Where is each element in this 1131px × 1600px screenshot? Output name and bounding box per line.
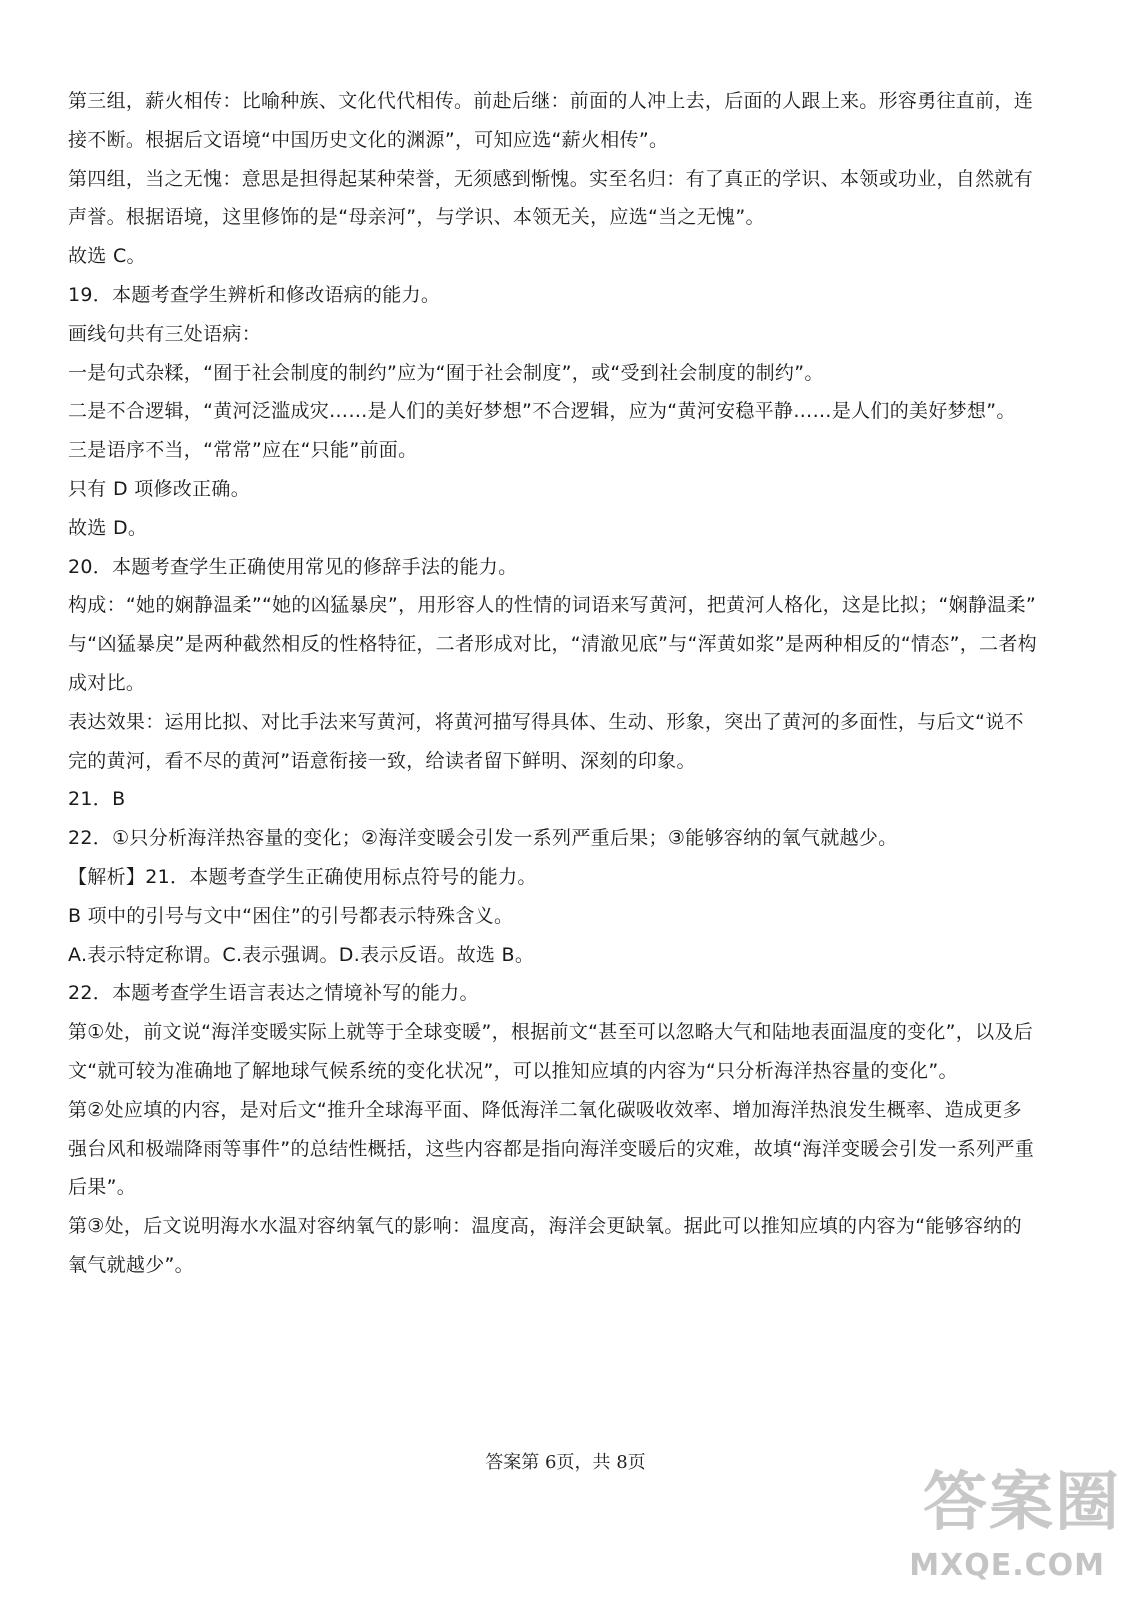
answer-21: 21．B [68,788,126,811]
question-20-heading: 20．本题考查学生正确使用常见的修辞手法的能力。 [68,555,518,578]
answer-22: 22．①只分析海洋热容量的变化；②海洋变暖会引发一系列严重后果；③能够容纳的氧气就越少。 [68,827,898,850]
text-line: 强台风和极端降雨等事件”的总结性概括，这些内容都是指向海洋变暖后的灾难，故填“海洋变暖会引发一系列严重 [68,1137,1034,1160]
text-line: 氧气就越少”。 [68,1253,194,1276]
text-line: 故选 D。 [68,516,148,539]
text-line: 三是语序不当，“常常”应在“只能”前面。 [68,439,418,462]
text-line: 第③处，后文说明海水水温对容纳氧气的影响：温度高，海洋会更缺氧。据此可以推知应填的内容为“能够容纳的 [68,1215,1022,1238]
text-line: 二是不合逻辑，“黄河泛滥成灾……是人们的美好梦想”不合逻辑，应为“黄河安稳平静……是人们的美好梦想”。 [68,400,1016,423]
question-22-heading: 22．本题考查学生语言表达之情境补写的能力。 [68,982,479,1005]
analysis-heading: 【解析】21．本题考查学生正确使用标点符号的能力。 [68,865,537,888]
text-line: 与“凶猛暴戾”是两种截然相反的性格特征，二者形成对比，“清澈见底”与“浑黄如浆”是两种相反的“情态”，二者构 [68,633,1037,656]
text-line: 后果”。 [68,1176,137,1199]
text-line: 声誉。根据语境，这里修饰的是“母亲河”，与学识、本领无关，应选“当之无愧”。 [68,206,765,229]
text-line: 第①处，前文说“海洋变暖实际上就等于全球变暖”，根据前文“甚至可以忽略大气和陆地表面温度的变化”，以及后 [68,1021,1034,1044]
text-line: 构成：“她的娴静温柔”“她的凶猛暴戾”，用形容人的性情的词语来写黄河，把黄河人格化，这是比拟；“娴静温柔” [68,594,1036,617]
watermark-logo: 答案圈 [923,1466,1121,1540]
text-line: 第四组，当之无愧：意思是担得起某种荣誉，无须感到惭愧。实至名归：有了真正的学识、本领或功业，自然就有 [68,167,1034,190]
text-line: 文“就可较为准确地了解地球气候系统的变化状况”，可以推知应填的内容为“只分析海洋热容量的变化”。 [68,1059,958,1082]
question-19-heading: 19．本题考查学生辨析和修改语病的能力。 [68,283,441,306]
text-line: B 项中的引号与文中“困住”的引号都表示特殊含义。 [68,904,514,927]
text-line: 完的黄河，看不尽的黄河”语意衔接一致，给读者留下鲜明、深刻的印象。 [68,749,696,772]
page-footer: 答案第 6页，共 8页 [485,1452,646,1473]
text-line: 一是句式杂糅，“囿于社会制度的制约”应为“囿于社会制度”，或“受到社会制度的制约”。 [68,361,824,384]
answer-text-body [68,82,1048,1285]
watermark-domain: MXQE.COM [909,1548,1105,1583]
text-line: 只有 D 项修改正确。 [68,477,251,500]
text-line: 接不断。根据后文语境“中国历史文化的渊源”，可知应选“薪火相传”。 [68,128,669,151]
site-watermark [909,1462,1121,1592]
text-line: 表达效果：运用比拟、对比手法来写黄河，将黄河描写得具体、生动、形象，突出了黄河的多面性，与后文“说不 [68,710,1024,733]
text-line: A.表示特定称谓。C.表示强调。D.表示反语。故选 B。 [68,943,535,966]
text-line: 故选 C。 [68,245,146,268]
text-line: 成对比。 [68,671,146,694]
text-line: 第三组，薪火相传：比喻种族、文化代代相传。前赴后继：前面的人冲上去，后面的人跟上来。形容勇往直前，连 [68,90,1034,112]
text-line: 第②处应填的内容，是对后文“推升全球海平面、降低海洋二氧化碳吸收效率、增加海洋热浪发生概率、造成更多 [68,1098,1022,1121]
text-line: 画线句共有三处语病： [68,322,262,345]
